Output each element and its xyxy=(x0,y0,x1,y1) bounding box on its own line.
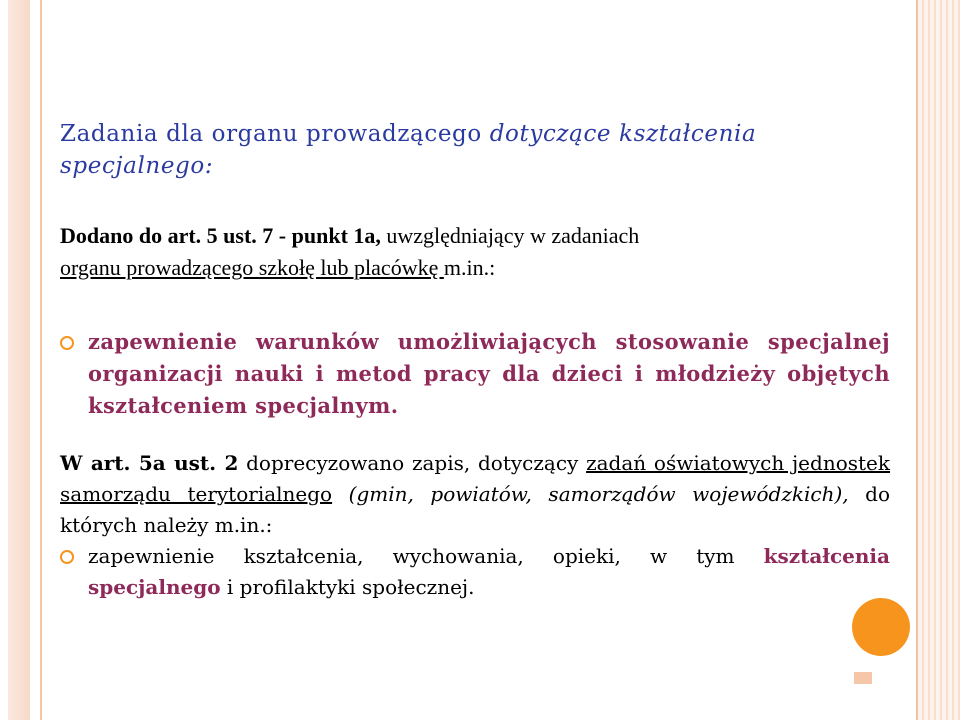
para1-bold-text: Dodano do art. 5 ust. 7 - punkt 1a, xyxy=(60,223,381,248)
bullet-item-1 xyxy=(60,326,890,422)
corner-decoration xyxy=(854,672,872,684)
para1-underlined-text: organu prowadzącego szkołę lub placówkę xyxy=(60,255,444,280)
bullet-ring-icon xyxy=(60,336,74,350)
para1-text: uwzględniający w zadaniach xyxy=(380,223,640,248)
bullet2-tail-text: i profilaktyki społecznej. xyxy=(220,575,475,599)
bullet-ring-icon xyxy=(60,550,74,564)
paragraph-art-5a-ust-2 xyxy=(60,448,890,541)
para2-bold-text: W art. 5a ust. 2 xyxy=(60,451,239,475)
slide-content xyxy=(60,118,890,603)
para2-text: doprecyzowano zapis, dotyczący xyxy=(238,451,587,475)
bullet2-text: zapewnienie kształcenia, wychowania, opieki, w tym xyxy=(88,544,764,568)
para2-tail-text: do których należy m.in.: xyxy=(60,482,891,537)
para1-tail-text: m.in.: xyxy=(443,255,496,280)
left-decorative-band xyxy=(8,0,30,720)
para2-italic-text: (gmin, powiatów, samorządów wojewódzkich), xyxy=(332,482,849,506)
right-decorative-stripes xyxy=(918,0,960,720)
para2-underlined-text: zadań oświatowych jednostek samorządu terytorialnego xyxy=(60,451,891,506)
paragraph-art-5-ust-7 xyxy=(60,220,890,284)
orange-circle-decoration xyxy=(852,598,910,656)
heading-text: Zadania dla organu prowadzącego xyxy=(60,121,490,147)
bullet2-accent-text: kształcenia specjalnego xyxy=(88,544,890,599)
bullet-item-2 xyxy=(60,541,890,603)
left-decorative-line xyxy=(40,0,42,720)
heading-italic-text: dotyczące kształcenia specjalnego: xyxy=(60,121,757,179)
slide-heading xyxy=(60,118,890,182)
bullet1-text: zapewnienie warunków umożliwiających stosowanie specjalnej organizacji nauki i metod pracy dla dzieci i młodzieży objętych kształceniem specjalnym. xyxy=(88,329,890,418)
